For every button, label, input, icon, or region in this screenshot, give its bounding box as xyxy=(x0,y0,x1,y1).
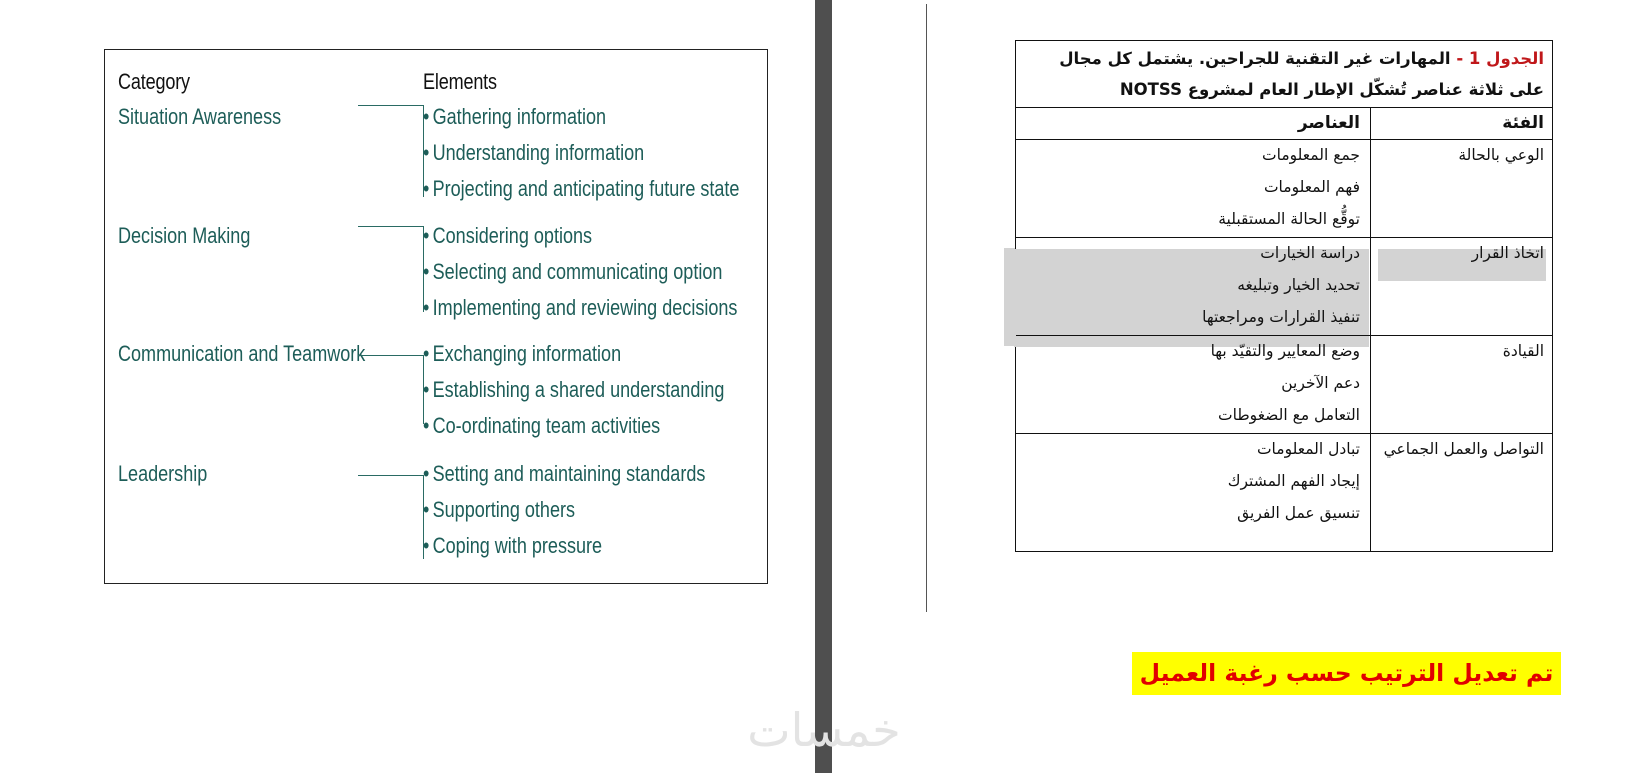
element-item: • Co-ordinating team activities xyxy=(423,413,661,438)
bullet-icon: • xyxy=(423,413,430,438)
bracket-connector xyxy=(358,355,423,356)
category-header: Category xyxy=(118,69,190,94)
category-decision-making: Decision Making xyxy=(118,223,251,248)
row-element: إيجاد الفهم المشترك xyxy=(1227,472,1360,490)
category-communication-teamwork: Communication and Teamwork xyxy=(118,341,366,366)
bullet-icon: • xyxy=(423,104,430,129)
row-element: تنفيذ القرارات ومراجعتها xyxy=(1202,308,1360,326)
elements-header: Elements xyxy=(423,69,497,94)
nontechnical-skills-figure xyxy=(104,49,768,584)
row-element: تنسيق عمل الفريق xyxy=(1237,504,1360,522)
caption-text: المهارات غير التقنية للجراحين. يشتمل كل مجال على ثلاثة عناصر تُشكّل الإطار العام لمشروع NOTSS xyxy=(1059,49,1544,99)
bracket-connector xyxy=(358,105,423,106)
bullet-icon: • xyxy=(423,295,430,320)
row-element: تبادل المعلومات xyxy=(1256,440,1360,458)
row-element: تحديد الخيار وتبليغه xyxy=(1237,276,1360,294)
element-item: • Establishing a shared understanding xyxy=(423,377,725,402)
element-item: • Selecting and communicating option xyxy=(423,259,723,284)
watermark: خمسات xyxy=(747,703,901,757)
bullet-icon: • xyxy=(423,176,430,201)
right-page xyxy=(832,0,1647,773)
element-item: • Setting and maintaining standards xyxy=(423,461,706,486)
category-situation-awareness: Situation Awareness xyxy=(118,104,282,129)
element-item: • Supporting others xyxy=(423,497,576,522)
element-item: • Implementing and reviewing decisions xyxy=(423,295,738,320)
row-element: التعامل مع الضغوطات xyxy=(1218,406,1360,424)
row-category: التواصل والعمل الجماعي xyxy=(1383,440,1544,458)
element-item: • Exchanging information xyxy=(423,341,622,366)
row-category: الوعي بالحالة xyxy=(1458,146,1544,164)
row-element: توقُّع الحالة المستقبلية xyxy=(1218,210,1360,228)
row-element: فهم المعلومات xyxy=(1263,178,1360,196)
header-category: الفئة xyxy=(1502,113,1544,133)
highlight-cell xyxy=(1014,249,1369,347)
category-leadership: Leadership xyxy=(118,461,208,486)
bullet-icon: • xyxy=(423,223,430,248)
element-item: • Gathering information xyxy=(423,104,607,129)
caption-label: الجدول 1 - xyxy=(1456,49,1544,68)
bullet-icon: • xyxy=(423,341,430,366)
header-elements: العناصر xyxy=(1297,113,1360,133)
bullet-icon: • xyxy=(423,259,430,284)
element-item: • Projecting and anticipating future state xyxy=(423,176,740,201)
row-category: القيادة xyxy=(1502,342,1544,360)
bullet-icon: • xyxy=(423,377,430,402)
element-item: • Understanding information xyxy=(423,140,645,165)
row-element: دعم الآخرين xyxy=(1281,374,1360,392)
row-element: دراسة الخيارات xyxy=(1260,244,1360,262)
table-rule xyxy=(1016,237,1552,238)
bracket-connector xyxy=(358,475,423,476)
element-item: • Considering options xyxy=(423,223,593,248)
column-rule xyxy=(1370,107,1371,552)
row-element: وضع المعايير والتقيّد بها xyxy=(1210,342,1360,360)
left-page xyxy=(0,0,815,773)
margin-line xyxy=(926,4,927,612)
row-category: اتخاذ القرار xyxy=(1471,244,1544,262)
table-rule xyxy=(1016,139,1552,140)
page-divider xyxy=(815,0,832,773)
bracket-connector xyxy=(358,226,423,227)
client-note: تم تعديل الترتيب حسب رغبة العميل xyxy=(1132,652,1561,695)
table-caption xyxy=(1024,43,1544,107)
bullet-icon: • xyxy=(423,461,430,486)
arabic-skills-table xyxy=(1015,40,1553,552)
table-rule xyxy=(1016,107,1552,108)
bullet-icon: • xyxy=(423,533,430,558)
bullet-icon: • xyxy=(423,497,430,522)
table-rule xyxy=(1016,433,1552,434)
element-item: • Coping with pressure xyxy=(423,533,603,558)
table-rule xyxy=(1016,335,1552,336)
bullet-icon: • xyxy=(423,140,430,165)
row-element: جمع المعلومات xyxy=(1262,146,1360,164)
